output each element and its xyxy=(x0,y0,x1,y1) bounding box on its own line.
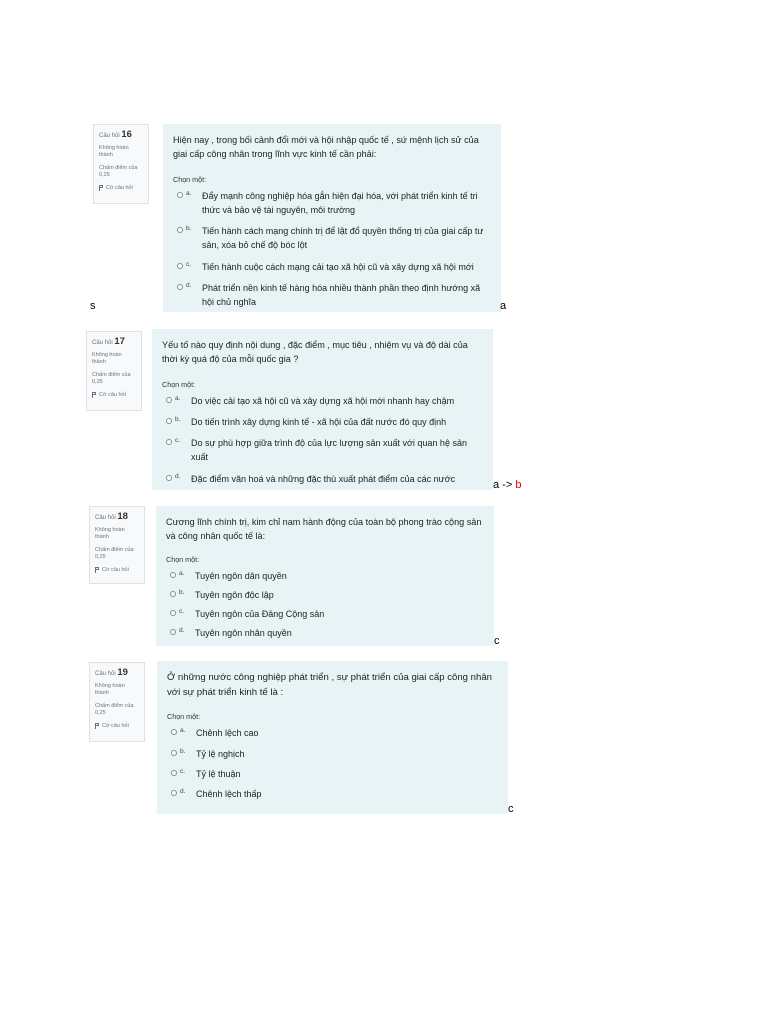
question-grade: Chấm điểm của 0,25 xyxy=(95,702,134,717)
question-text: Ở những nước công nghiệp phát triển , sự phát triển của giai cấp công nhân với sự phát triển kinh tế là : xyxy=(167,672,493,699)
option-d[interactable]: d. Đặc điểm văn hoá và những đặc thù xuất phát điểm của các nước xyxy=(166,472,483,486)
option-a[interactable]: a. Tuyên ngôn dân quyền xyxy=(170,569,484,583)
flag-question-link[interactable]: Cờ câu hỏi xyxy=(95,723,139,730)
choose-one-label: Chọn một: xyxy=(167,712,201,722)
option-b[interactable]: b. Tuyên ngôn độc lập xyxy=(170,588,484,602)
question-status: Không hoàn thành xyxy=(99,144,129,159)
question-panel-17 xyxy=(152,329,493,490)
question-grade: Chấm điểm của 0,25 xyxy=(99,164,138,179)
question-text: Cương lĩnh chính trị, kim chỉ nam hành động của toàn bộ phong trào cộng sản và công nhân quốc tế là: xyxy=(166,517,482,542)
option-b[interactable]: b. Tỷ lệ nghịch xyxy=(171,747,498,761)
option-a[interactable]: a. Chênh lệch cao xyxy=(171,726,498,740)
s-mark: s xyxy=(90,300,96,312)
question-panel-18 xyxy=(156,506,494,646)
option-c[interactable]: c. Tỷ lệ thuận xyxy=(171,767,498,781)
choose-one-label: Chọn một: xyxy=(173,174,207,184)
option-c[interactable]: c. Do sự phù hợp giữa trình độ của lực lượng sản xuất với quan hệ sản xuất xyxy=(166,436,483,464)
flag-icon xyxy=(95,567,100,573)
answer-note-18: c xyxy=(494,635,500,647)
question-info-17 xyxy=(86,331,142,411)
choose-one-label: Chọn một: xyxy=(162,379,196,389)
answer-note-17: a -> b xyxy=(493,479,522,491)
flag-question-link[interactable]: Cờ câu hỏi xyxy=(99,185,143,192)
option-d[interactable]: d. Tuyên ngôn nhân quyền xyxy=(170,626,484,640)
option-a[interactable]: a. Do việc cải tạo xã hội cũ và xây dựng xã hội mới nhanh hay chậm xyxy=(166,394,483,408)
flag-icon xyxy=(92,392,97,398)
flag-icon xyxy=(99,185,104,191)
choose-one-label: Chọn một: xyxy=(166,554,200,564)
question-number: Câu hỏi 17 xyxy=(92,336,125,347)
flag-icon xyxy=(95,723,100,729)
question-info-18 xyxy=(89,506,145,584)
answer-note-16: a xyxy=(500,300,507,312)
question-grade: Chấm điểm của 0,25 xyxy=(92,371,131,386)
option-c[interactable]: c. Tuyên ngôn của Đảng Cộng sản xyxy=(170,607,484,621)
question-text: Yếu tố nào quy định nội dung , đặc điểm , mục tiêu , nhiệm vụ và độ dài của thời kỳ quá độ của mỗi quốc gia ? xyxy=(162,340,468,365)
corrected-answer: b xyxy=(515,479,522,491)
question-number: Câu hỏi 19 xyxy=(95,667,128,678)
question-status: Không hoàn thành xyxy=(95,526,125,541)
question-status: Không hoàn thành xyxy=(95,682,125,697)
option-a[interactable]: a. Đẩy mạnh công nghiệp hóa gắn hiện đại hóa, với phát triển kinh tế tri thức và bảo vệ tài nguyên, môi trường xyxy=(177,189,491,217)
answer-note-19: c xyxy=(508,803,514,815)
option-b[interactable]: b. Tiến hành cách mạng chính trị để lật đổ quyền thống trị của giai cấp tư sản, xóa bỏ chế độ bóc lột xyxy=(177,224,491,252)
flag-question-link[interactable]: Cờ câu hỏi xyxy=(95,567,139,574)
question-info-16 xyxy=(93,124,149,204)
option-c[interactable]: c. Tiến hành cuộc cách mạng cải tạo xã hội cũ và xây dựng xã hội mới xyxy=(177,260,491,274)
question-panel-19 xyxy=(157,661,508,814)
flag-question-link[interactable]: Cờ câu hỏi xyxy=(92,392,136,399)
question-text: Hiện nay , trong bối cảnh đổi mới và hội nhập quốc tế , sứ mệnh lịch sử của giai cấp công nhân trong lĩnh vực kinh tế cần phải: xyxy=(173,135,479,160)
option-b[interactable]: b. Do tiến trình xây dựng kinh tế - xã hội của đất nước đó quy định xyxy=(166,415,483,429)
option-d[interactable]: d. Phát triển nền kinh tế hàng hóa nhiều thành phần theo định hướng xã hội chủ nghĩa xyxy=(177,281,491,309)
option-d[interactable]: d. Chênh lệch thấp xyxy=(171,787,498,801)
question-panel-16 xyxy=(163,124,501,312)
question-status: Không hoàn thành xyxy=(92,351,122,366)
question-number: Câu hỏi 16 xyxy=(99,129,132,140)
question-grade: Chấm điểm của 0,25 xyxy=(95,546,134,561)
question-info-19 xyxy=(89,662,145,742)
question-number: Câu hỏi 18 xyxy=(95,511,128,522)
